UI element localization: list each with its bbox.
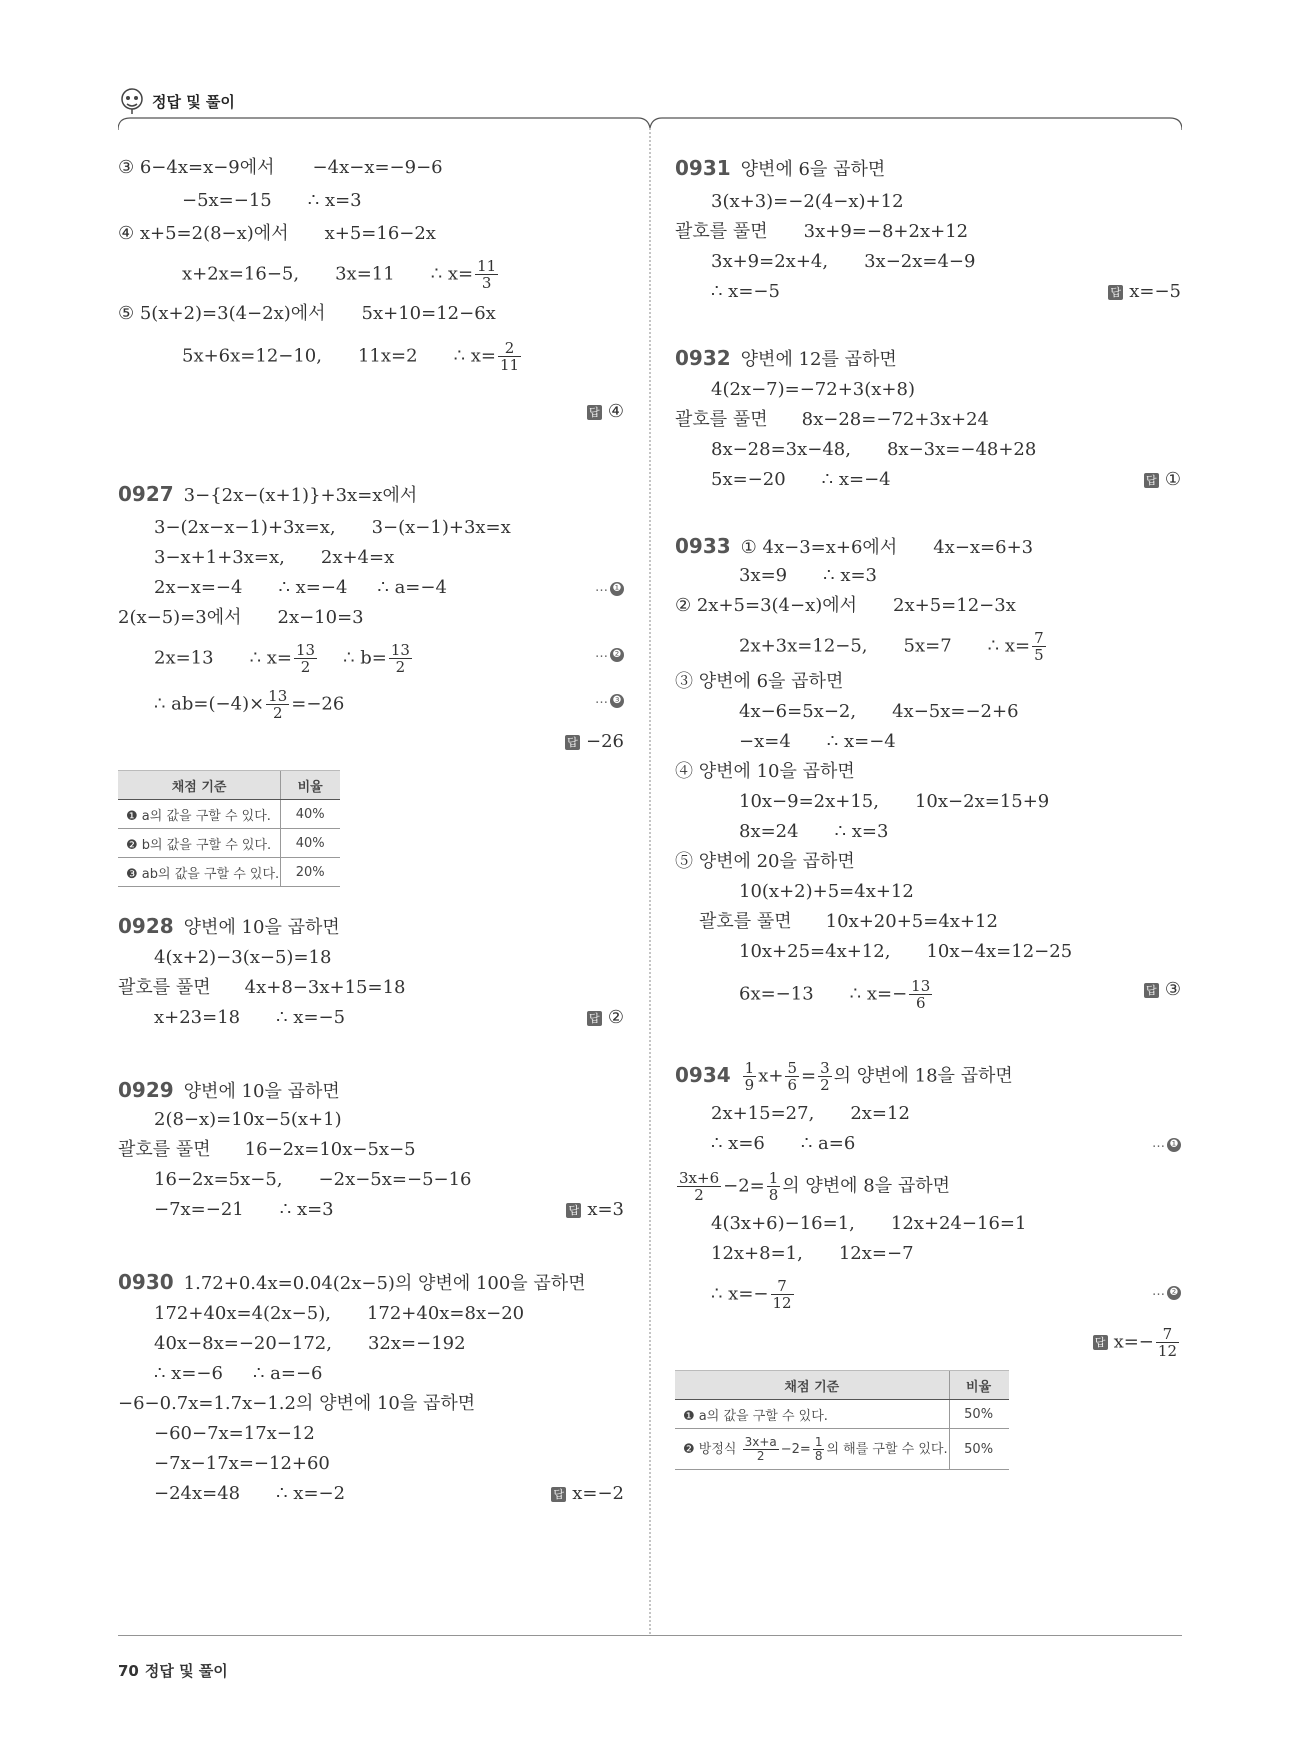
page-header: [118, 84, 235, 118]
answer-mark-icon: 답: [587, 405, 602, 420]
solution-line: 40x−8x=−20−172, 32x=−192: [154, 1333, 466, 1354]
table-cell: ❸ ab의 값을 구할 수 있다.: [118, 858, 281, 887]
solution-line: 괄호를 풀면 3x+9=−8+2x+12: [675, 221, 969, 242]
solution-line: 2(8−x)=10x−5(x+1): [154, 1109, 342, 1130]
answer-mark-icon: 답: [1108, 285, 1123, 300]
solution-line: −24x=48 ∴ x=−2: [154, 1483, 346, 1504]
solution-line: ∴ x=− $\frac{7}{12}$: [711, 1277, 792, 1312]
solution-line: 5x=−20 ∴ x=−4: [711, 469, 891, 490]
table-header: 비율: [281, 771, 341, 800]
solution-line: ④ 양변에 10을 곱하면: [675, 761, 855, 782]
solution-line: 3−(2x−x−1)+3x=x, 3−(x−1)+3x=x: [154, 517, 511, 538]
solution-line: 8x=24 ∴ x=3: [739, 821, 889, 842]
fraction: $\frac{11}{3}$: [477, 257, 497, 292]
solution-line: ⑤ 양변에 20을 곱하면: [675, 851, 855, 872]
table-header: 비율: [949, 1371, 1009, 1400]
fraction: $\frac{1}{8}$: [814, 1434, 823, 1463]
solution-line: ③ 6−4x=x−9에서 −4x−x=−9−6: [118, 157, 443, 178]
solution-line: 2x−x=−4 ∴ x=−4 ∴ a=−4: [154, 577, 447, 598]
step-marker: … ❷: [1152, 1284, 1181, 1300]
solution-line: −6−0.7x=1.7x−1.2의 양변에 10을 곱하면: [118, 1393, 476, 1414]
solution-line: 10x−9=2x+15, 10x−2x=15+9: [739, 791, 1050, 812]
solution-line: −60−7x=17x−12: [154, 1423, 315, 1444]
fraction: $\frac{3x+a}{2}$: [744, 1434, 777, 1463]
mascot-icon: [118, 87, 146, 115]
solution-line: 8x−28=3x−48, 8x−3x=−48+28: [711, 439, 1037, 460]
solution-line: 괄호를 풀면 4x+8−3x+15=18: [118, 977, 406, 998]
fraction: $\frac{7}{5}$: [1034, 629, 1044, 664]
solution-line: 5x+6x=12−10, 11x=2 ∴ x= $\frac{2}{11}$: [182, 339, 520, 374]
solution-line: 3(x+3)=−2(4−x)+12: [711, 191, 904, 212]
step-marker: … ❸: [595, 692, 624, 708]
solution-line: 4(3x+6)−16=1, 12x+24−16=1: [711, 1213, 1027, 1234]
solution-line: 3x=9 ∴ x=3: [739, 565, 877, 586]
solution-line: 4x−6=5x−2, 4x−5x=−2+6: [739, 701, 1019, 722]
table-cell: 40%: [281, 829, 341, 858]
table-cell: ❷ 방정식 $\frac{3x+a}{2}$ −2= $\frac{1}{8}$ 의 해를 구할 수 있다.: [675, 1429, 949, 1470]
solution-line: 2x=13 ∴ x= $\frac{13}{2}$ ∴ b= $\frac{13}{2}$: [154, 641, 410, 676]
solution-line: ∴ x=−6 ∴ a=−6: [154, 1363, 323, 1384]
solution-line: $\frac{3x+6}{2}$ −2= $\frac{1}{8}$ 의 양변에 8을 곱하면: [679, 1169, 951, 1204]
solution-line: −x=4 ∴ x=−4: [739, 731, 896, 752]
answer: 답 x=3: [566, 1198, 624, 1222]
solution-line: 괄호를 풀면 10x+20+5=4x+12: [699, 911, 998, 932]
page-footer: [118, 1660, 228, 1681]
table-row: [118, 829, 340, 858]
problem-0932: 0932 양변에 12를 곱하면: [675, 346, 897, 370]
page-header-title: 정답 및 풀이: [152, 92, 235, 111]
problem-0933: 0933 ① 4x−3=x+6에서 4x−x=6+3: [675, 534, 1034, 558]
step-marker: … ❷: [595, 646, 624, 662]
solution-line: −7x=−21 ∴ x=3: [154, 1199, 334, 1220]
solution-line: ④ x+5=2(8−x)에서 x+5=16−2x: [118, 223, 436, 244]
solution-line: 16−2x=5x−5, −2x−5x=−5−16: [154, 1169, 472, 1190]
solution-line: ∴ ab=(−4)× $\frac{13}{2}$ =−26: [154, 687, 345, 722]
solution-line: 10x+25=4x+12, 10x−4x=12−25: [739, 941, 1073, 962]
table-cell: ❷ b의 값을 구할 수 있다.: [118, 829, 281, 858]
answer-mark-icon: 답: [551, 1487, 566, 1502]
table-row: [675, 1400, 1009, 1429]
answer: 답 −26: [565, 730, 624, 754]
solution-line: ∴ x=6 ∴ a=6: [711, 1133, 856, 1154]
answer-mark-icon: 답: [1144, 983, 1159, 998]
problem-0931: 0931 양변에 6을 곱하면: [675, 156, 886, 180]
problem-0927: 0927 3−{2x−(x+1)}+3x=x에서: [118, 482, 418, 506]
fraction: $\frac{13}{6}$: [911, 977, 931, 1012]
answer-mark-icon: 답: [1144, 473, 1159, 488]
answer-mark-icon: 답: [587, 1011, 602, 1026]
fraction: $\frac{3}{2}$: [820, 1059, 830, 1094]
problem-0928: 0928 양변에 10을 곱하면: [118, 914, 340, 938]
solution-line: 10(x+2)+5=4x+12: [739, 881, 914, 902]
solution-line: x+2x=16−5, 3x=11 ∴ x= $\frac{11}{3}$: [182, 257, 497, 292]
solution-line: 2x+15=27, 2x=12: [711, 1103, 910, 1124]
solution-line: ∴ x=−5: [711, 281, 780, 302]
table-cell: ❶ a의 값을 구할 수 있다.: [118, 800, 281, 829]
table-cell: 50%: [949, 1429, 1009, 1470]
solution-line: 3x+9=2x+4, 3x−2x=4−9: [711, 251, 976, 272]
answer: 답 x=−2: [551, 1482, 624, 1506]
solution-line: 12x+8=1, 12x=−7: [711, 1243, 914, 1264]
table-header: 채점 기준: [675, 1371, 949, 1400]
fraction: $\frac{7}{12}$: [772, 1277, 792, 1312]
solution-line: 괄호를 풀면 8x−28=−72+3x+24: [675, 409, 990, 430]
table-header: 채점 기준: [118, 771, 281, 800]
fraction: $\frac{3x+6}{2}$: [679, 1169, 720, 1204]
fraction: $\frac{1}{8}$: [768, 1169, 779, 1204]
solution-line: −7x−17x=−12+60: [154, 1453, 330, 1474]
answer-mark-icon: 답: [565, 735, 580, 750]
solution-line: ⑤ 5(x+2)=3(4−2x)에서 5x+10=12−6x: [118, 303, 496, 324]
table-row: [118, 800, 340, 829]
solution-line: 괄호를 풀면 16−2x=10x−5x−5: [118, 1139, 416, 1160]
solution-line: 6x=−13 ∴ x=− $\frac{13}{6}$: [739, 977, 931, 1012]
solution-line: −5x=−15 ∴ x=3: [182, 190, 362, 211]
problem-0929: 0929 양변에 10을 곱하면: [118, 1078, 340, 1102]
fraction: $\frac{1}{9}$: [744, 1059, 755, 1094]
solution-line: 3−x+1+3x=x, 2x+4=x: [154, 547, 395, 568]
answer: 답 ②: [587, 1006, 624, 1030]
solution-line: x+23=18 ∴ x=−5: [154, 1007, 346, 1028]
fraction: $\frac{13}{2}$: [296, 641, 316, 676]
grading-table: [118, 770, 340, 887]
solution-line: 2x+3x=12−5, 5x=7 ∴ x= $\frac{7}{5}$: [739, 629, 1044, 664]
answer-mark-icon: 답: [566, 1203, 581, 1218]
solution-line: 172+40x=4(2x−5), 172+40x=8x−20: [154, 1303, 525, 1324]
answer: 답 ③: [1144, 978, 1181, 1002]
solution-line: 4(2x−7)=−72+3(x+8): [711, 379, 915, 400]
fraction: $\frac{5}{6}$: [787, 1059, 797, 1094]
table-cell: 50%: [949, 1400, 1009, 1429]
problem-0934: 0934 $\frac{1}{9}$ x+ $\frac{5}{6}$ = $\frac{3}{2}$ 의 양변에 18을 곱하면: [675, 1059, 1013, 1094]
footer-title: 정답 및 풀이: [144, 1662, 228, 1680]
table-cell: ❶ a의 값을 구할 수 있다.: [675, 1400, 949, 1429]
answer: 답 x=−5: [1108, 280, 1181, 304]
solution-line: ③ 양변에 6을 곱하면: [675, 671, 844, 692]
step-marker: … ❶: [1152, 1136, 1181, 1152]
solution-line: ② 2x+5=3(4−x)에서 2x+5=12−3x: [675, 595, 1016, 616]
grading-table: [675, 1370, 1009, 1470]
solution-line: 4(x+2)−3(x−5)=18: [154, 947, 332, 968]
solution-line: 2(x−5)=3에서 2x−10=3: [118, 607, 364, 628]
problem-0930: 0930 1.72+0.4x=0.04(2x−5)의 양변에 100을 곱하면: [118, 1270, 586, 1294]
table-row: [118, 858, 340, 887]
answer: 답 ①: [1144, 468, 1181, 492]
answer: 답 ④: [587, 400, 624, 424]
table-cell: 40%: [281, 800, 341, 829]
answer-mark-icon: 답: [1093, 1335, 1108, 1350]
fraction: $\frac{13}{2}$: [390, 641, 410, 676]
fraction: $\frac{13}{2}$: [268, 687, 288, 722]
page-number: 70: [118, 1662, 139, 1680]
fraction: $\frac{7}{12}$: [1157, 1325, 1177, 1360]
table-row: [675, 1429, 1009, 1470]
step-marker: … ❶: [595, 580, 624, 596]
answer: 답 x=− $\frac{7}{12}$: [1093, 1326, 1181, 1359]
table-cell: 20%: [281, 858, 341, 887]
fraction: $\frac{2}{11}$: [500, 339, 520, 374]
